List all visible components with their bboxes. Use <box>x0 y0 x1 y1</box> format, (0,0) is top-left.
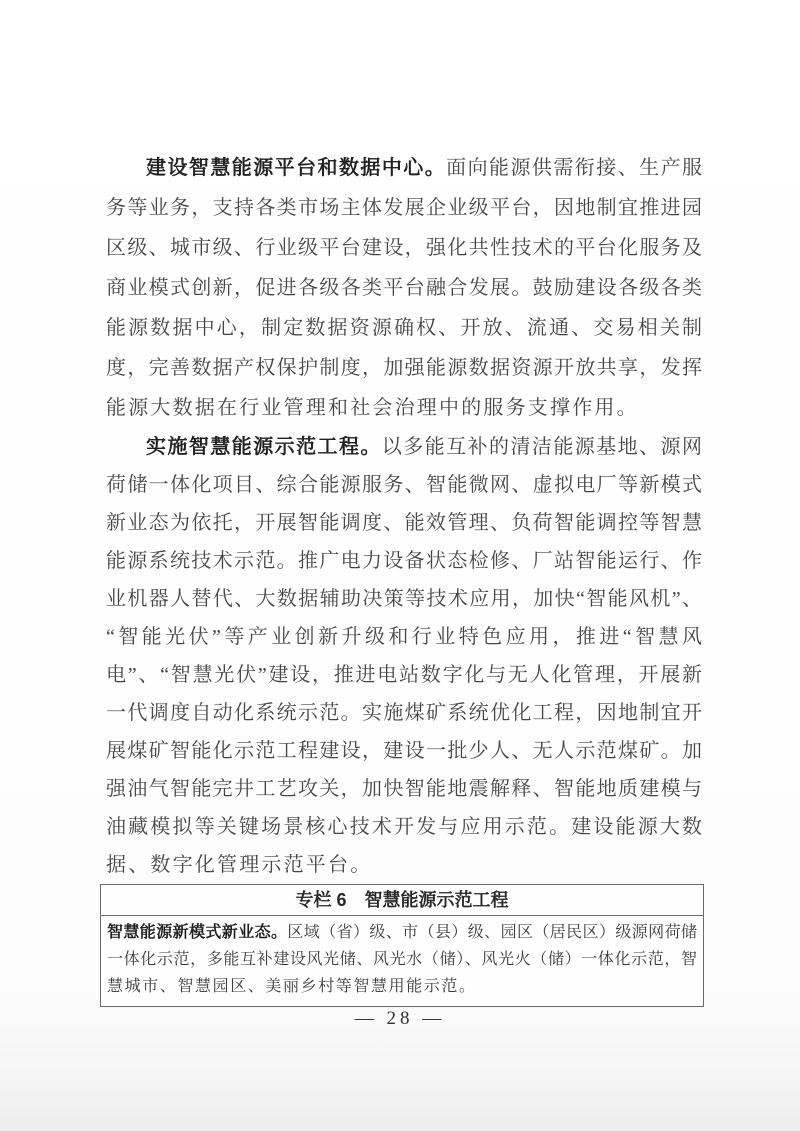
text-line: 慧城市、智慧园区、美丽乡村等智慧用能示范。 <box>107 978 477 995</box>
text-line <box>106 428 702 466</box>
text-line: 强油气智能完井工艺攻关，加快智能地震解释、智能地质建模与 <box>106 778 702 800</box>
paragraph-2 <box>106 428 702 884</box>
text-line: 荷储一体化项目、综合能源服务、智能微网、虚拟电厂等新模式 <box>106 474 702 496</box>
text-run: 区域（省）级、市（县）级、园区（居民区）级源网荷储 <box>287 924 697 941</box>
panel-body <box>101 916 703 1006</box>
text-line <box>106 148 702 188</box>
text-run: 以多能互补的清洁能源基地、源网 <box>381 436 703 458</box>
text-line <box>107 919 697 946</box>
page-number: — 28 — <box>354 1008 446 1029</box>
text-line: 一体化示范，多能互补建设风光储、风光水（储）、风光火（储）一体化示范，智 <box>107 951 697 968</box>
paragraph-2-bold-lead: 实施智慧能源示范工程。 <box>146 436 382 458</box>
panel-bold-lead: 智慧能源新模式新业态。 <box>107 924 288 941</box>
text-line: 能源系统技术示范。推广电力设备状态检修、厂站智能运行、作 <box>106 550 702 572</box>
text-line: 电”、“智慧光伏”建设，推进电站数字化与无人化管理，开展新 <box>106 664 702 686</box>
text-line: 商业模式创新，促进各级各类平台融合发展。鼓励建设各级各类 <box>106 277 702 299</box>
text-line: 据、数字化管理示范平台。 <box>106 854 373 876</box>
text-line: 业机器人替代、大数据辅助决策等技术应用，加快“智能风机”、 <box>106 588 702 610</box>
text-line: “智能光伏”等产业创新升级和行业特色应用，推进“智慧风 <box>106 626 702 648</box>
text-line: 油藏模拟等关键场景核心技术开发与应用示范。建设能源大数 <box>106 816 702 838</box>
text-line: 度，完善数据产权保护制度，加强能源数据资源开放共享，发挥 <box>106 357 702 379</box>
paragraph-1 <box>106 148 702 428</box>
text-line: 能源大数据在行业管理和社会治理中的服务支撑作用。 <box>106 397 639 419</box>
text-line: 能源数据中心，制定数据资源确权、开放、流通、交易相关制 <box>106 317 702 339</box>
document-body <box>106 148 702 1007</box>
text-line: 展煤矿智能化示范工程建设，建设一批少人、无人示范煤矿。加 <box>106 740 702 762</box>
text-line: 一代调度自动化系统示范。实施煤矿系统优化工程，因地制宜开 <box>106 702 702 724</box>
text-line: 新业态为依托，开展智能调度、能效管理、负荷智能调控等智慧 <box>106 512 702 534</box>
text-line: 区级、城市级、行业级平台建设，强化共性技术的平台化服务及 <box>106 237 702 259</box>
panel-title: 专栏 6 智慧能源示范工程 <box>101 885 703 916</box>
paragraph-1-bold-lead: 建设智慧能源平台和数据中心。 <box>146 157 447 179</box>
text-run: 面向能源供需衔接、生产服 <box>446 157 703 179</box>
text-line: 务等业务，支持各类市场主体发展企业级平台，因地制宜推进园 <box>106 197 702 219</box>
column-box-panel <box>100 884 704 1007</box>
